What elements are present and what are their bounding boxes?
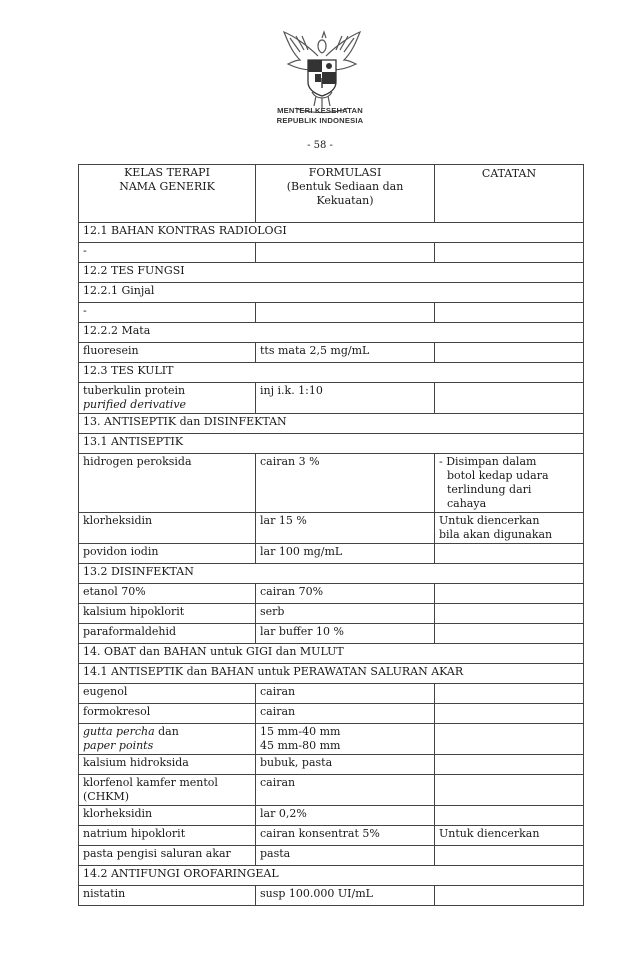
table-row: natrium hipoklorit cairan konsentrat 5% Untuk diencerkan <box>79 826 584 846</box>
garuda-emblem-icon <box>278 26 366 118</box>
table-row: paraformaldehid lar buffer 10 % <box>79 624 584 644</box>
section-row: 14. OBAT dan BAHAN untuk GIGI dan MULUT <box>79 644 584 664</box>
table-row: gutta percha dan paper points 15 mm-40 mm 45 mm-80 mm <box>79 724 584 755</box>
ministry-title <box>248 106 392 126</box>
table-row: nistatin susp 100.000 UI/mL <box>79 886 584 906</box>
table-row: fluoresein tts mata 2,5 mg/mL <box>79 343 584 363</box>
section-row: 12.2 TES FUNGSI <box>79 263 584 283</box>
table-row: klorheksidin lar 0,2% <box>79 806 584 826</box>
section-row: 12.2.1 Ginjal <box>79 283 584 303</box>
section-row: 13. ANTISEPTIK dan DISINFEKTAN <box>79 414 584 434</box>
table-row: kalsium hipoklorit serb <box>79 604 584 624</box>
section-row: 12.3 TES KULIT <box>79 363 584 383</box>
table-row: formokresol cairan <box>79 704 584 724</box>
table-row: etanol 70% cairan 70% <box>79 584 584 604</box>
header-kelas-terapi: KELAS TERAPI NAMA GENERIK <box>79 165 256 223</box>
table-row: hidrogen peroksida cairan 3 % - Disimpan dalam botol kedap udara terlindung dari cahaya <box>79 454 584 513</box>
table-row: eugenol cairan <box>79 684 584 704</box>
table-row: - <box>79 303 584 323</box>
section-row: 12.1 BAHAN KONTRAS RADIOLOGI <box>79 223 584 243</box>
section-row: 14.1 ANTISEPTIK dan BAHAN untuk PERAWATAN SALURAN AKAR <box>79 664 584 684</box>
table-row: povidon iodin lar 100 mg/mL <box>79 544 584 564</box>
drug-table <box>78 164 584 906</box>
table-header-row <box>79 165 584 223</box>
page-number: - 58 - <box>307 140 333 151</box>
table-row: kalsium hidroksida bubuk, pasta <box>79 755 584 775</box>
ministry-line-1: MENTERI KESEHATAN <box>277 106 363 115</box>
section-row: 13.2 DISINFEKTAN <box>79 564 584 584</box>
ministry-line-2: REPUBLIK INDONESIA <box>276 116 364 125</box>
section-row: 13.1 ANTISEPTIK <box>79 434 584 454</box>
table-row: pasta pengisi saluran akar pasta <box>79 846 584 866</box>
table-row: klorfenol kamfer mentol (CHKM) cairan <box>79 775 584 806</box>
table-row: tuberkulin protein purified derivative inj i.k. 1:10 <box>79 383 584 414</box>
header-catatan: CATATAN <box>435 165 584 223</box>
table-row: klorheksidin lar 15 % Untuk diencerkan bila akan digunakan <box>79 513 584 544</box>
header-formulasi: FORMULASI (Bentuk Sediaan dan Kekuatan) <box>256 165 435 223</box>
section-row: 12.2.2 Mata <box>79 323 584 343</box>
section-row: 14.2 ANTIFUNGI OROFARINGEAL <box>79 866 584 886</box>
table-row: - <box>79 243 584 263</box>
